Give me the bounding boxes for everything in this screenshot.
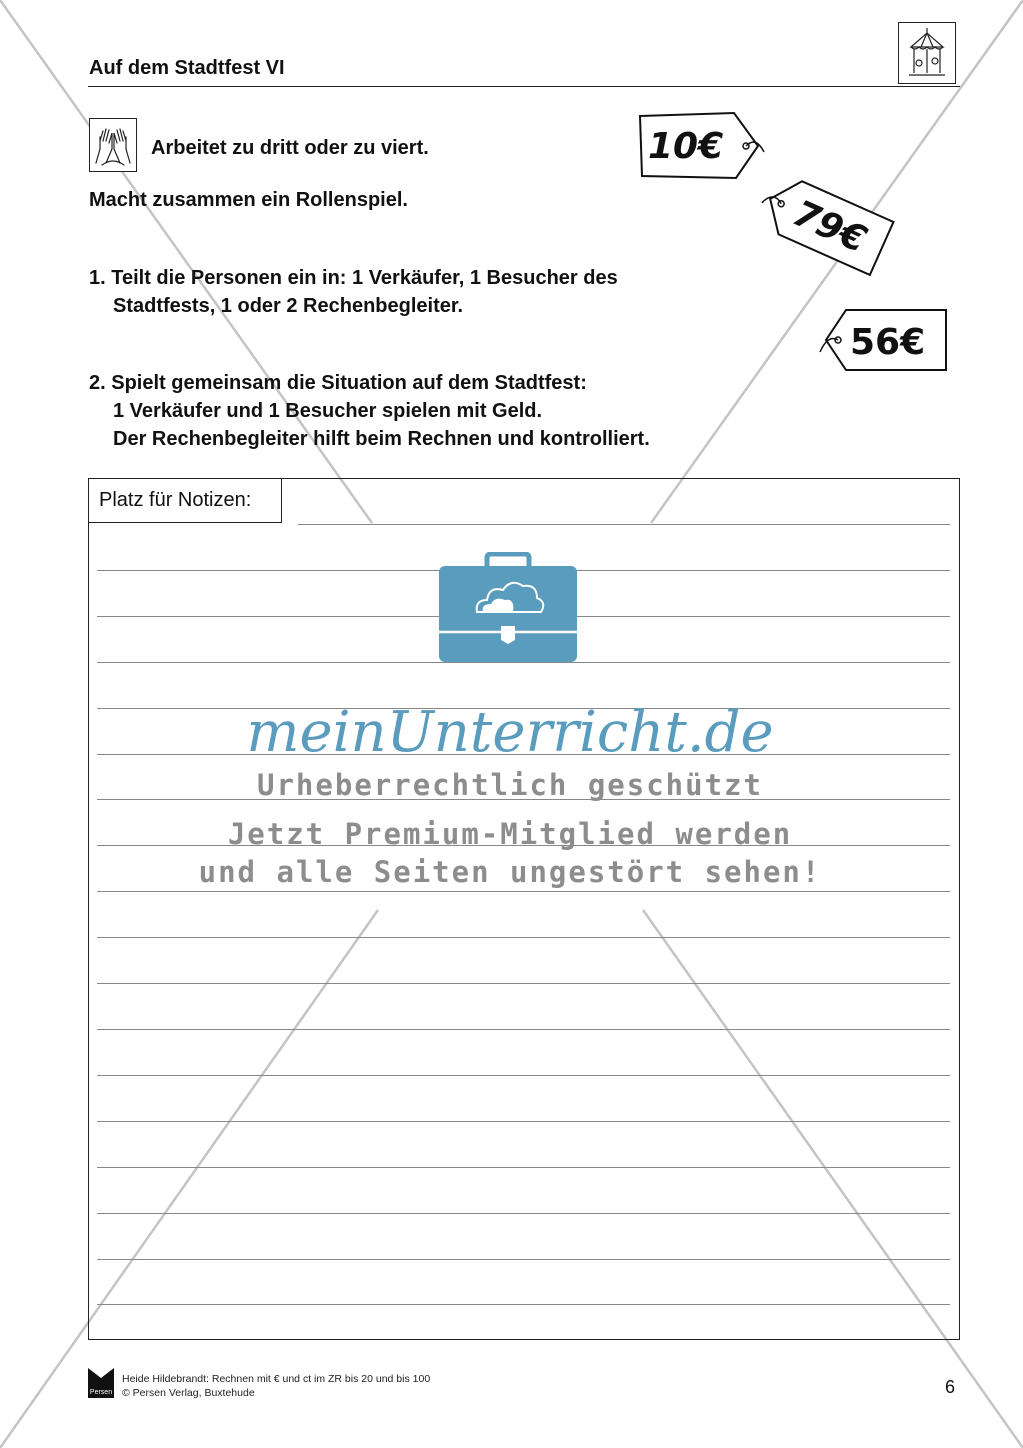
carousel-icon — [898, 22, 956, 84]
footer-author: Heide Hildebrandt: Rechnen mit € und ct im ZR bis 20 und bis 100 — [122, 1373, 431, 1385]
watermark-premium-line-2: und alle Seiten ungestört sehen! — [198, 855, 822, 889]
instruction-group-size: Arbeitet zu dritt oder zu viert. — [151, 137, 429, 159]
writing-line — [97, 1075, 950, 1076]
watermark-premium-line-1: Jetzt Premium-Mitglied werden — [227, 817, 793, 851]
price-tag-79 — [756, 175, 906, 285]
page-title: Auf dem Stadtfest VI — [89, 57, 285, 79]
writing-line — [97, 1213, 950, 1214]
instruction-roleplay: Macht zusammen ein Rollenspiel. — [89, 189, 408, 211]
writing-line — [97, 1029, 950, 1030]
step-1 — [89, 264, 618, 320]
step-2 — [89, 369, 650, 453]
writing-line — [97, 983, 950, 984]
price-tag-79-label: 79€ — [786, 192, 873, 261]
writing-line — [298, 524, 950, 525]
writing-line — [97, 891, 950, 892]
price-tag-56-label: 56€ — [850, 322, 926, 363]
writing-line — [97, 1167, 950, 1168]
watermark-brand: meinUnterricht.de — [246, 700, 774, 765]
watermark-copyright: Urheberrechtlich geschützt — [257, 768, 763, 802]
group-work-hands-icon — [89, 118, 137, 172]
page-number: 6 — [945, 1377, 956, 1397]
footer-publisher: © Persen Verlag, Buxtehude — [122, 1387, 255, 1399]
footer-credits — [122, 1372, 430, 1400]
writing-line — [97, 937, 950, 938]
step-1-line-2: Stadtfests, 1 oder 2 Rechenbegleiter. — [113, 295, 464, 317]
writing-line — [97, 1121, 950, 1122]
step-2-line-1: 2. Spielt gemeinsam die Situation auf dem Stadtfest: — [89, 372, 587, 394]
price-tag-10-label: 10€ — [648, 126, 724, 167]
price-tag-56 — [816, 308, 951, 381]
title-divider — [88, 86, 960, 87]
step-2-line-3: Der Rechenbegleiter hilft beim Rechnen und kontrolliert. — [113, 428, 650, 450]
briefcase-cloud-logo-icon — [437, 552, 579, 669]
writing-line — [97, 1304, 950, 1305]
notes-label: Platz für Notizen: — [88, 478, 282, 523]
publisher-logo — [88, 1368, 114, 1398]
step-1-line-1: 1. Teilt die Personen ein in: 1 Verkäufer, 1 Besucher des — [89, 267, 618, 289]
step-2-line-2: 1 Verkäufer und 1 Besucher spielen mit Geld. — [113, 400, 543, 422]
svg-text:Persen: Persen — [89, 1389, 113, 1396]
writing-line — [97, 1259, 950, 1260]
